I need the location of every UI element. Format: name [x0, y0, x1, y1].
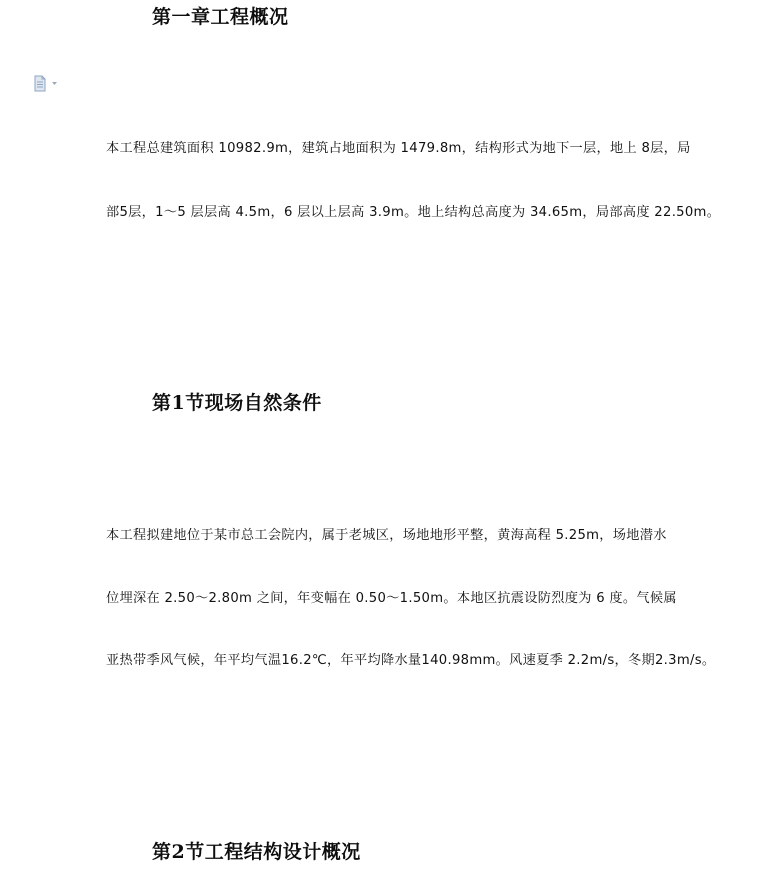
paragraph-line: 亚热带季风气候，年平均气温16.2℃，年平均降水量140.98mm。风速夏季 2.2m/s，冬期2.3m/s。: [106, 653, 716, 668]
document-icon: [33, 75, 61, 93]
section-title: 第1节现场自然条件: [152, 392, 322, 414]
paragraph-line: 位埋深在 2.50～2.80m 之间，年变幅在 0.50～1.50m。本地区抗震设防烈度为 6 度。气候属: [106, 591, 677, 606]
paragraph-line: 本工程总建筑面积 10982.9m，建筑占地面积为 1479.8m，结构形式为地下一层，地上 8层，局: [106, 141, 691, 156]
paragraph-line: 部5层，1～5 层层高 4.5m，6 层以上层高 3.9m。地上结构总高度为 34.65m，局部高度 22.50m。: [106, 205, 721, 220]
section-title: 第2节工程结构设计概况: [152, 841, 361, 863]
chapter-title: 第一章工程概况: [152, 6, 289, 28]
paragraph-line: 本工程拟建地位于某市总工会院内，属于老城区，场地地形平整，黄海高程 5.25m，场地潜水: [106, 528, 667, 543]
document-menu[interactable]: [33, 75, 61, 93]
chevron-down-icon: [52, 82, 57, 85]
